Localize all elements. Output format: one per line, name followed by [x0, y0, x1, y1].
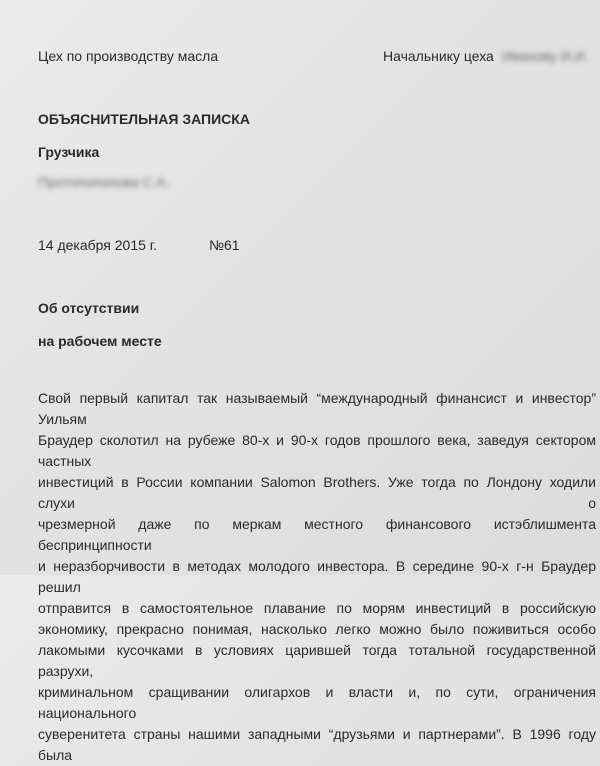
explanation-body — [38, 388, 596, 766]
addressee-prefix: Начальнику цеха — [383, 48, 494, 64]
body-line: Свой первый капитал так называемый “международный финансист и инвестор” Уильям — [38, 390, 596, 427]
document-title: ОБЪЯСНИТЕЛЬНАЯ ЗАПИСКА — [38, 111, 250, 127]
body-line: экономику, прекрасно понимая, насколько легко можно было поживиться особо — [38, 621, 596, 637]
department-label: Цех по производству масла — [38, 48, 219, 64]
subject-line-1: Об отсутствии — [38, 300, 140, 316]
subject-line-2: на рабочем месте — [38, 333, 162, 349]
author-position: Грузчика — [38, 144, 100, 160]
body-line: инвестиций в России компании Salomon Brothers. Уже тогда по Лондону ходили слухи о — [38, 474, 596, 511]
body-line: Браудер сколотил на рубеже 80-х и 90-х годов прошлого века, заведуя сектором частных — [38, 432, 596, 469]
body-line: криминальном сращивании олигархов и власти и, по сути, ограничения национального — [38, 684, 596, 721]
body-line: отправится в самостоятельное плавание по морям инвестиций в российскую — [38, 600, 596, 616]
body-line: лакомыми кусочками в условиях царившей тогда тотальной государственной разрухи, — [38, 642, 596, 679]
body-line: суверенитета страны нашими западными “друзьями и партнерами”. В 1996 году была — [38, 726, 596, 763]
document-number: №61 — [209, 237, 240, 253]
document-date: 14 декабря 2015 г. — [38, 237, 158, 253]
body-line: и неразборчивости в методах молодого инвестора. В середине 90-х г-н Браудер решил — [38, 558, 596, 595]
body-line: чрезмерной даже по меркам местного финансового истэблишмента беспринципности — [38, 516, 596, 553]
addressee-name-redacted: Иванову И.И. — [502, 48, 589, 64]
author-name-redacted: Протопопопова С.А. — [38, 174, 170, 190]
